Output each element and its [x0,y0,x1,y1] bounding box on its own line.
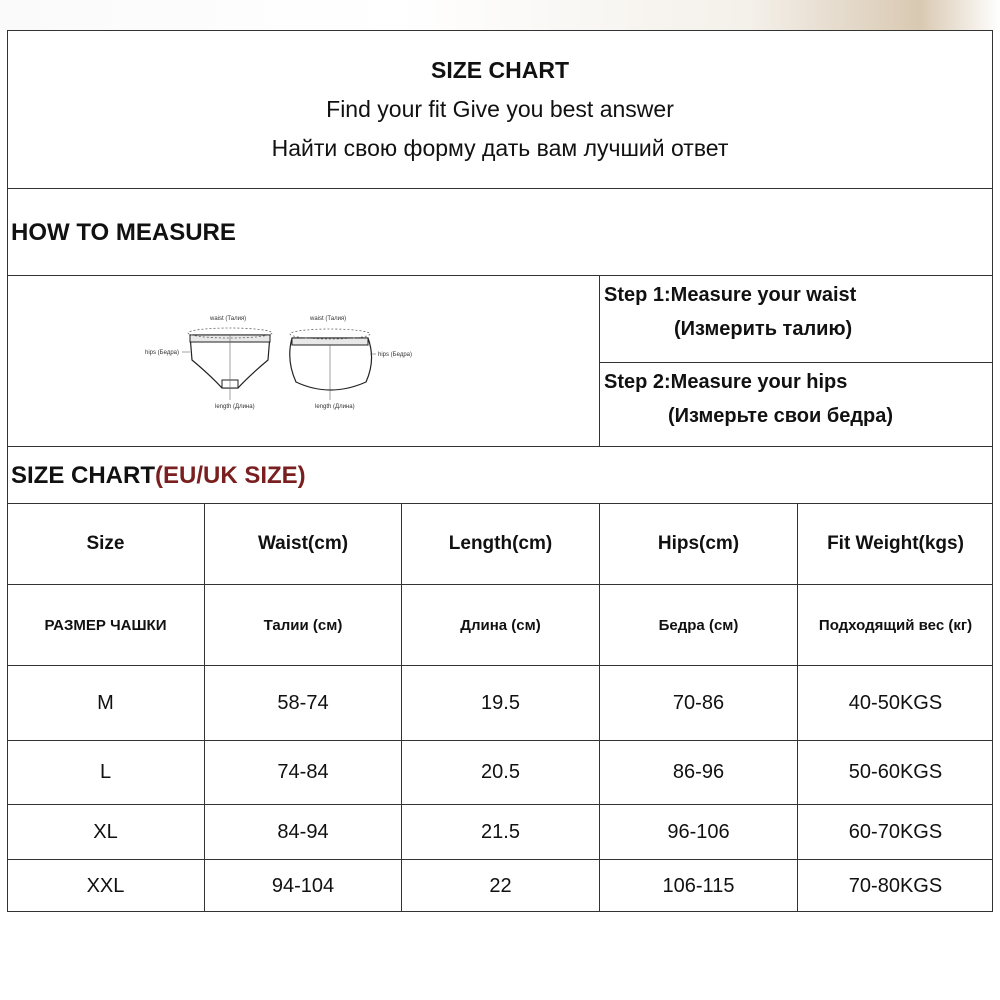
step1-text: Step 1:Measure your waist [604,284,857,306]
step2-text: Step 2:Measure your hips [604,371,848,393]
table-cell: 58-74 [277,691,329,714]
divider [7,446,993,447]
table-cell: 84-94 [277,820,329,843]
step1-text-ru: (Измерить талию) [674,318,853,340]
table-cell: 40-50KGS [848,691,943,714]
label-hips-right: hips (Бедра) [378,352,412,358]
table-cell: 20.5 [481,761,520,783]
label-waist-right: waist (Талия) [310,316,347,322]
page-title: SIZE CHART [431,57,569,83]
table-cell: 96-106 [667,820,730,843]
table-cell: 60-70KGS [848,820,943,843]
table-cell: 50-60KGS [848,761,943,783]
header-fit-weight-ru: Подходящий вес (кг) [818,616,973,634]
table-cell: XXL [86,874,125,897]
divider [7,188,993,189]
table-cell: 22 [489,874,512,897]
subtitle-english: Find your fit Give you best answer [326,96,674,122]
size-chart-title-accent: (EU/UK SIZE) [155,462,306,489]
divider [7,275,993,276]
header [7,30,993,188]
table-cell: 94-104 [271,874,335,897]
table-cell: 70-80KGS [848,874,943,897]
divider [599,362,993,363]
label-waist-left: waist (Талия) [210,316,247,322]
panties-measure-illustration [130,300,430,420]
label-length-right: length (Длина) [315,404,355,410]
size-chart-title-main: SIZE CHART [11,462,155,489]
how-to-measure-title: HOW TO MEASURE [11,219,236,246]
header-length: Length(cm) [448,533,553,554]
table-cell: 21.5 [481,820,520,843]
table-cell: 19.5 [481,691,520,714]
header-fit-weight: Fit Weight(kgs) [827,533,964,554]
header-size: Size [86,533,125,554]
header-hips-ru: Бедра (см) [658,616,739,634]
header-waist-ru: Талии (см) [263,616,343,634]
table-cell: 106-115 [662,874,735,897]
table-cell: XL [93,820,118,843]
label-hips-left: hips (Бедра) [145,350,179,356]
size-chart-title [11,462,306,490]
header-size-ru: РАЗМЕР ЧАШКИ [44,616,167,634]
label-length-left: length (Длина) [215,404,255,410]
table-cell: 74-84 [277,761,329,783]
table-cell: M [97,691,114,714]
table-cell: 70-86 [672,691,725,714]
table-cell: L [99,761,112,783]
header-hips: Hips(cm) [657,533,740,554]
table-cell: 86-96 [672,761,725,783]
divider [599,275,600,446]
header-length-ru: Длина (см) [460,616,541,634]
top-photo-strip [0,0,1000,30]
brief-left-drawing [182,328,272,400]
subtitle-russian: Найти свою форму дать вам лучший ответ [271,135,729,161]
brief-right-drawing [290,329,376,400]
step2-text-ru: (Измерьте свои бедра) [668,405,894,427]
header-waist: Waist(cm) [257,533,349,554]
